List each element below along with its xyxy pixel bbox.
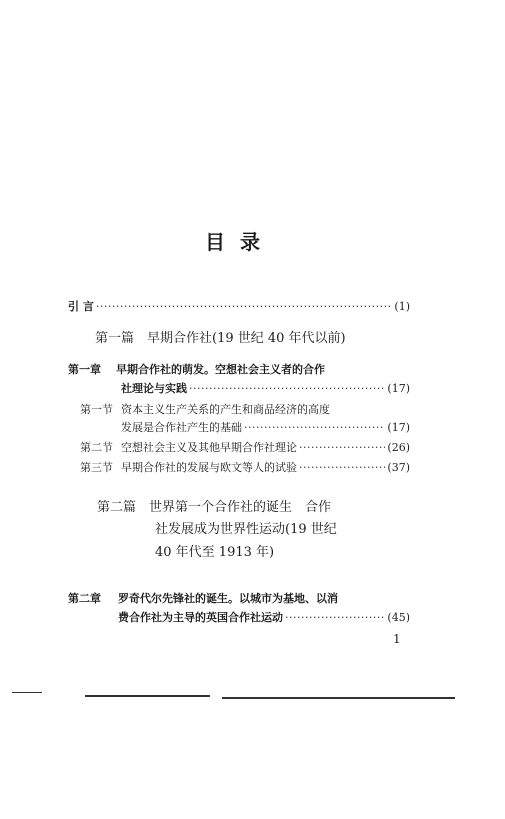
toc-text: 发展是合作社产生的基础	[121, 421, 242, 434]
toc-label: 第三节	[80, 461, 113, 474]
toc-chapter-2-line2	[118, 611, 410, 625]
toc-page: (1)	[394, 300, 410, 313]
toc-text: 社理论与实践	[121, 382, 187, 395]
toc-text: 费合作社为主导的英国合作社运动	[118, 611, 283, 624]
toc-part-2-line2: 社发展成为世界性运动(19 世纪	[155, 522, 337, 537]
toc-page: (26)	[387, 441, 410, 454]
toc-page: (37)	[387, 461, 410, 474]
toc-chapter-1-line1	[68, 363, 325, 377]
title-char-1: 目	[205, 230, 226, 254]
title-char-2: 录	[240, 230, 261, 254]
leader-dots	[244, 421, 385, 435]
toc-page: (17)	[387, 382, 410, 395]
toc-part-2-line1: 第二篇 世界第一个合作社的诞生 合作	[97, 500, 332, 515]
toc-label: 第一章	[68, 363, 101, 376]
leader-dots	[299, 461, 385, 475]
leader-dots	[189, 382, 385, 396]
toc-label: 第二章	[68, 592, 101, 605]
page-number: 1	[393, 632, 401, 646]
toc-part-2-line3: 40 年代至 1913 年)	[155, 545, 275, 560]
toc-page: (17)	[387, 421, 410, 434]
toc-label: 引 言	[68, 300, 94, 313]
leader-dots	[96, 300, 393, 314]
toc-text: 早期合作社的萌发。空想社会主义者的合作	[116, 363, 325, 376]
toc-label: 第二节	[80, 441, 113, 454]
toc-text: 罗奇代尔先锋社的诞生。以城市为基地、以消	[118, 592, 338, 605]
toc-label: 第一节	[80, 403, 113, 416]
toc-entry-intro	[68, 300, 410, 314]
toc-part-1: 第一篇 早期合作社(19 世纪 40 年代以前)	[95, 331, 346, 346]
leader-dots	[299, 441, 385, 455]
scan-edge-line	[222, 697, 455, 699]
toc-chapter-1-line2	[121, 382, 410, 396]
scan-edge-line	[85, 695, 210, 697]
toc-chapter-2-line1	[68, 592, 338, 606]
toc-page: (45)	[387, 611, 410, 624]
scan-edge-line	[12, 692, 42, 693]
toc-section-2	[80, 441, 410, 455]
toc-text: 资本主义生产关系的产生和商品经济的高度	[121, 403, 330, 416]
toc-section-1-line2	[121, 421, 410, 435]
toc-section-3	[80, 461, 410, 475]
page-title	[205, 226, 261, 255]
toc-section-1-line1	[80, 403, 330, 417]
toc-text: 空想社会主义及其他早期合作社理论	[121, 441, 297, 454]
leader-dots	[285, 611, 385, 625]
toc-text: 早期合作社的发展与欧文等人的试验	[121, 461, 297, 474]
